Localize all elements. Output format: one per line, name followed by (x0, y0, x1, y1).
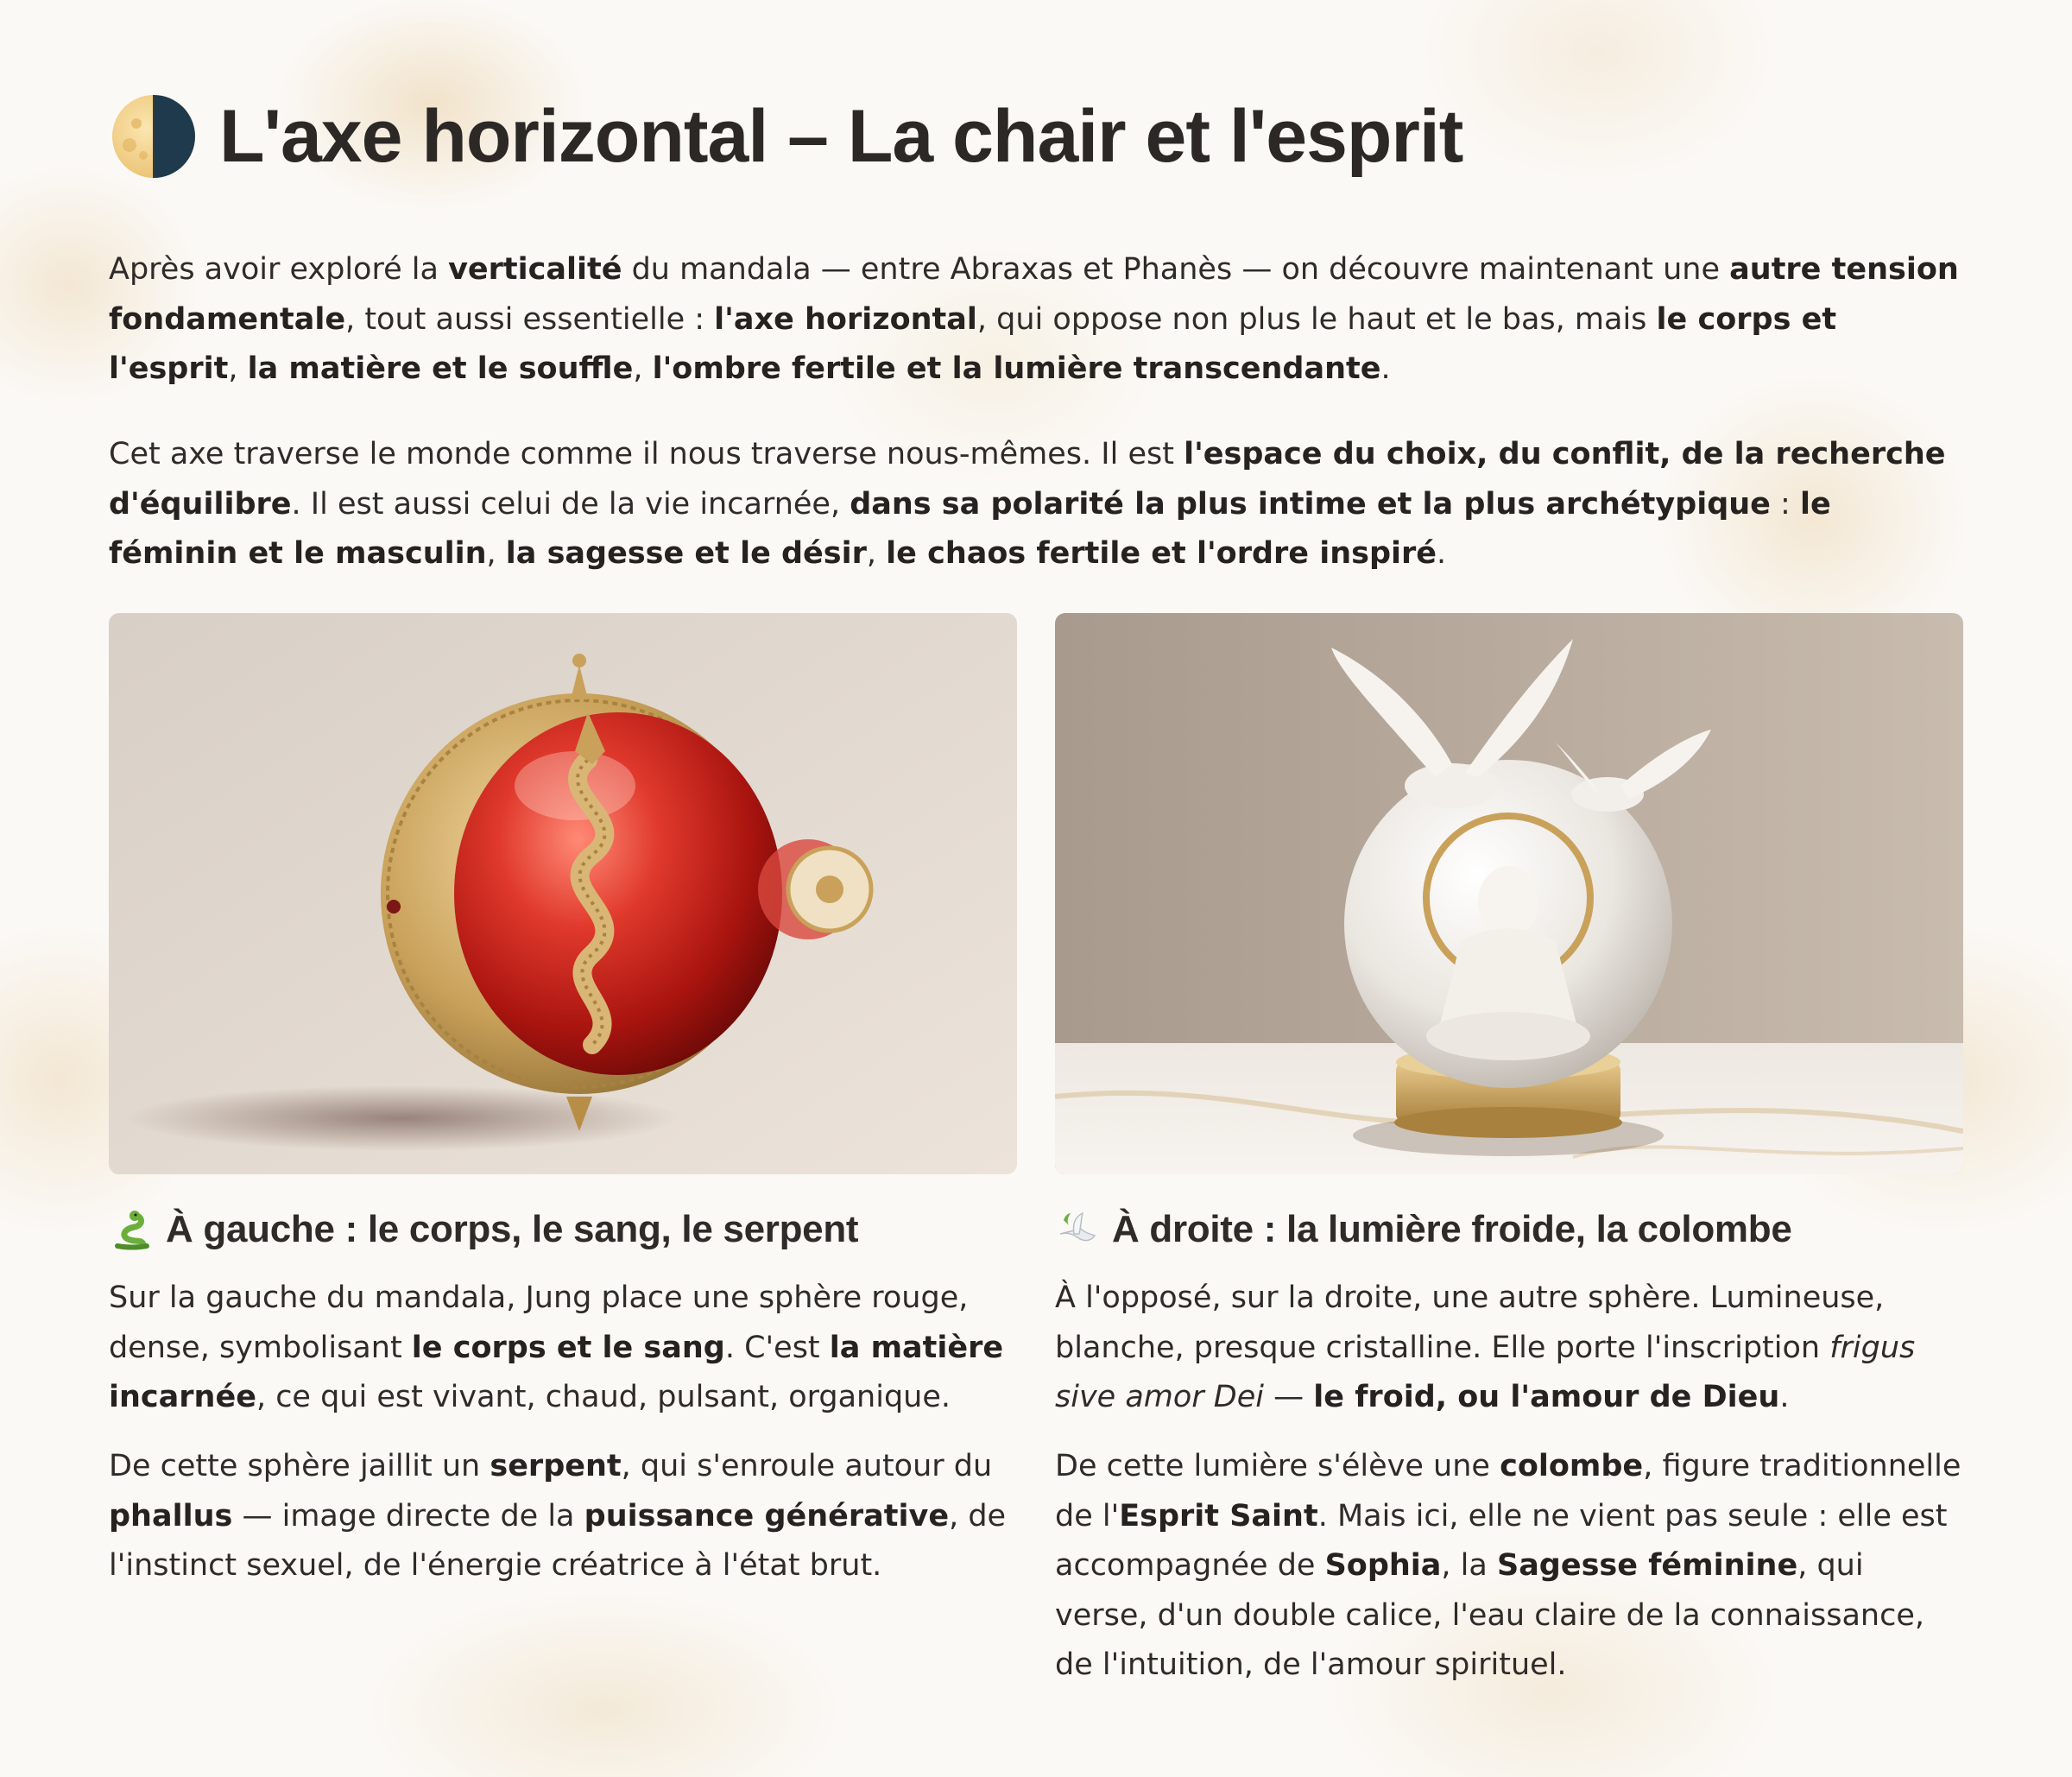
text-run: , tout aussi essentielle : (345, 301, 715, 337)
text-run: Sur la gauche du mandala, Jung place une sphère rouge, dense, symbolisant (109, 1281, 969, 1365)
text-run: . (1779, 1380, 1790, 1414)
right-paragraph-2 (1055, 1442, 1963, 1691)
right-paragraph-1 (1055, 1274, 1963, 1423)
bold-phrase: colombe (1500, 1449, 1644, 1483)
text-run: À l'opposé, sur la droite, une autre sphère. Lumineuse, blanche, presque cristalline. Elle porte l'inscription (1055, 1281, 1885, 1365)
bold-phrase: l'espace du choix, du conflit, de la recherche d'équilibre (109, 437, 1946, 522)
bold-phrase: la matière et le souffle (247, 351, 634, 386)
text-run: , de l'instinct sexuel, de l'énergie créatrice à l'état brut. (109, 1498, 1007, 1583)
white-sphere-dove-image (1055, 613, 1963, 1174)
bold-phrase: Esprit Saint (1119, 1498, 1318, 1534)
left-heading-text: À gauche : le corps, le sang, le serpent (166, 1208, 859, 1250)
page-title (111, 90, 1462, 183)
text-run: De cette lumière s'élève une (1055, 1449, 1500, 1483)
snake-icon (109, 1208, 152, 1251)
right-heading-text: À droite : la lumière froide, la colombe (1112, 1208, 1792, 1250)
text-run: . Mais ici, elle ne vient pas seule : elle est accompagnée de (1055, 1498, 1948, 1583)
text-run: , (866, 536, 887, 571)
italic-phrase: frigus sive amor Dei (1055, 1330, 1916, 1414)
intro-paragraph-2 (109, 430, 1965, 579)
bold-phrase: la sagesse et le désir (505, 536, 867, 571)
first-quarter-moon-icon (111, 93, 197, 180)
bold-phrase: dans sa polarité la plus intime et la plus archétypique (850, 486, 1771, 522)
bold-phrase: l'axe horizontal (714, 301, 977, 337)
text-run: , (633, 351, 653, 386)
dove-icon (1055, 1208, 1098, 1251)
left-paragraph-2 (109, 1442, 1017, 1591)
bold-phrase: verticalité (448, 252, 622, 287)
bold-phrase: l'ombre fertile et la lumière transcendante (652, 351, 1381, 386)
text-run: , figure traditionnelle de l' (1055, 1449, 1961, 1534)
intro-paragraph-1 (109, 245, 1965, 395)
text-run: du mandala — entre Abraxas et Phanès — on découvre maintenant une (622, 252, 1730, 287)
text-run: De cette sphère jaillit un (109, 1449, 490, 1483)
bold-phrase: le froid, ou l'amour de Dieu (1313, 1380, 1780, 1414)
text-run: , ce qui est vivant, chaud, pulsant, organique. (256, 1380, 951, 1414)
text-run: , la (1441, 1548, 1497, 1583)
bold-phrase: puissance générative (584, 1498, 950, 1534)
page-title-text: L'axe horizontal – La chair et l'esprit (219, 94, 1463, 178)
red-sphere-serpent-image (109, 613, 1017, 1174)
text-run: . (1437, 536, 1447, 571)
text-run: . (1380, 351, 1391, 386)
text-run: . Il est aussi celui de la vie incarnée, (291, 486, 850, 522)
bold-phrase: le chaos fertile et l'ordre inspiré (886, 536, 1437, 571)
bold-phrase: le corps et le sang (411, 1330, 725, 1365)
bold-phrase: la matière incarnée (109, 1330, 1004, 1414)
text-run: — image directe de la (232, 1498, 584, 1534)
bold-phrase: phallus (109, 1498, 233, 1534)
text-run: — (1264, 1380, 1314, 1414)
bold-phrase: Sagesse féminine (1496, 1548, 1798, 1583)
bold-phrase: serpent (490, 1449, 622, 1483)
bold-phrase: Sophia (1324, 1548, 1442, 1583)
text-run: , qui verse, d'un double calice, l'eau claire de la connaissance, de l'intuition, de l'amour spirituel. (1055, 1548, 1924, 1682)
bold-phrase: autre tension fondamentale (109, 252, 1959, 337)
text-run: , (486, 536, 506, 571)
text-run: . C'est (724, 1330, 830, 1365)
bold-phrase: le corps et l'esprit (109, 301, 1837, 386)
text-run: , (228, 351, 248, 386)
text-run: Après avoir exploré la (109, 252, 449, 287)
left-heading (109, 1202, 858, 1257)
bold-phrase: le féminin et le masculin (109, 486, 1831, 571)
text-run: , qui s'enroule autour du (621, 1449, 993, 1483)
left-paragraph-1 (109, 1274, 1017, 1423)
text-run: : (1770, 486, 1800, 522)
text-run: Cet axe traverse le monde comme il nous traverse nous-mêmes. Il est (109, 437, 1184, 471)
right-heading (1055, 1202, 1792, 1257)
text-run: , qui oppose non plus le haut et le bas, mais (976, 301, 1657, 337)
